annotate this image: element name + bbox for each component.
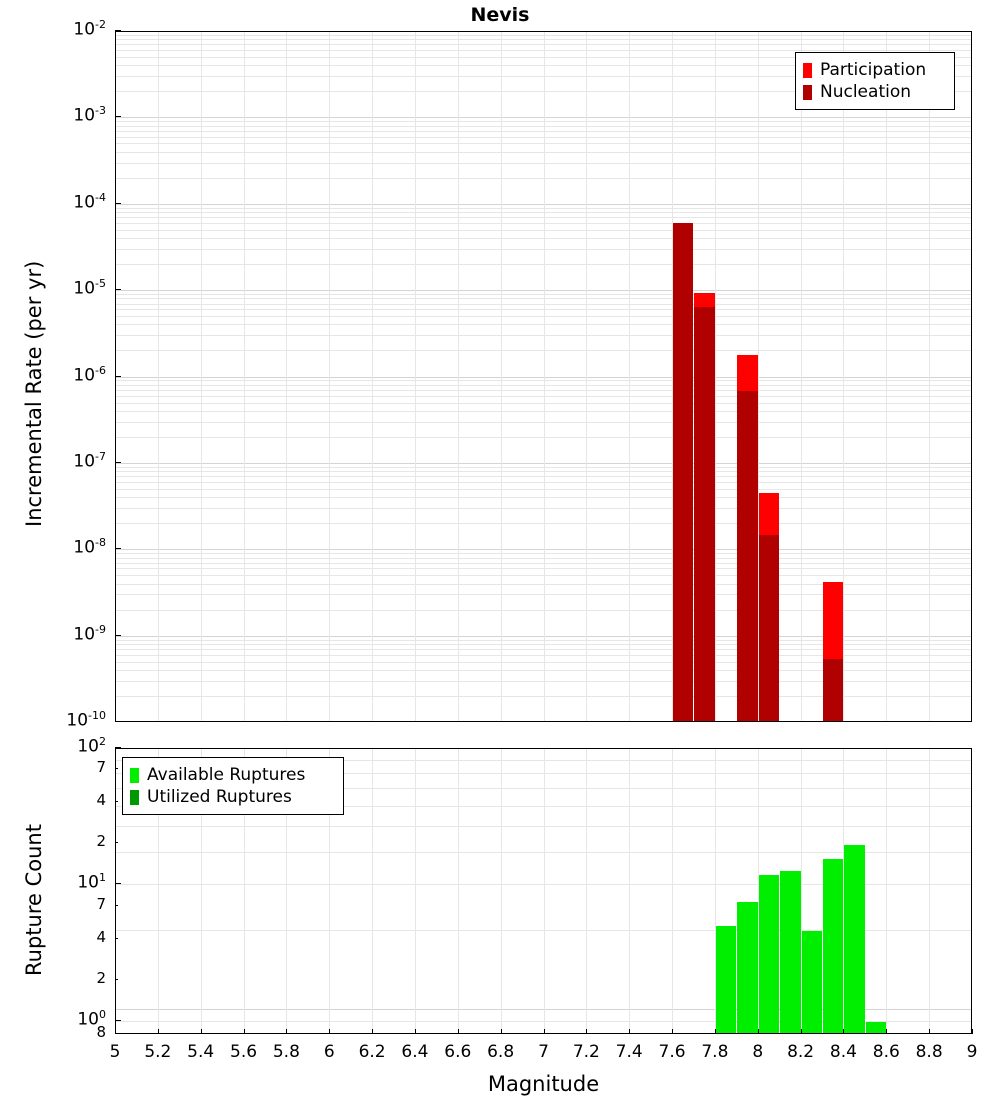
gridline [544, 749, 545, 1033]
x-tick-label: 7.2 [572, 1042, 600, 1062]
incremental-rate-plot [115, 31, 972, 722]
tick-mark [244, 1029, 245, 1034]
tick-mark [115, 548, 121, 549]
tick-mark [672, 1029, 673, 1034]
tick-mark [115, 747, 121, 748]
tick-mark [115, 938, 118, 939]
legend-swatch-utilized-ruptures [130, 790, 139, 805]
y-tick-label: 4 [96, 927, 106, 946]
legend-swatch-participation [803, 63, 812, 78]
gridline [843, 32, 844, 721]
tick-mark [115, 635, 121, 636]
bar [802, 931, 822, 1034]
tick-mark [415, 1029, 416, 1034]
gridline [372, 32, 373, 721]
x-tick-label: 5.8 [272, 1042, 300, 1062]
tick-mark [286, 1029, 287, 1034]
gridline [458, 749, 459, 1033]
tick-mark [544, 1029, 545, 1034]
y-tick-label: $10^{-10}$ [66, 709, 106, 731]
x-tick-label: 7.6 [658, 1042, 686, 1062]
legend-item [803, 81, 946, 103]
x-axis-label: Magnitude [487, 1072, 600, 1096]
gridline [886, 749, 887, 1033]
bar [716, 926, 736, 1034]
bar [823, 659, 843, 722]
tick-mark [886, 1029, 887, 1034]
x-tick-label: 8 [752, 1042, 764, 1062]
x-tick-label: 5.2 [144, 1042, 172, 1062]
x-tick-label: 6.4 [401, 1042, 429, 1062]
tick-mark [329, 1029, 330, 1034]
x-tick-label: 8.8 [915, 1042, 943, 1062]
legend-item [130, 764, 335, 786]
tick-mark [115, 905, 118, 906]
gridline [672, 749, 673, 1033]
tick-mark [501, 1029, 502, 1034]
tick-mark [115, 289, 121, 290]
tick-mark [929, 1029, 930, 1034]
bar [694, 307, 714, 722]
y-axis-label-top: Incremental Rate (per yr) [22, 260, 46, 527]
legend-label-available-ruptures: Available Ruptures [147, 765, 306, 785]
gridline [586, 749, 587, 1033]
tick-mark [115, 203, 121, 204]
y-tick-label: 2 [96, 968, 106, 987]
y-tick-label: $10^{-7}$ [73, 449, 106, 472]
x-tick-label: 9 [966, 1042, 978, 1062]
tick-mark [115, 883, 121, 884]
gridline [329, 32, 330, 721]
legend-item [803, 59, 946, 81]
gridline [415, 749, 416, 1033]
gridline [415, 32, 416, 721]
tick-mark [115, 721, 121, 722]
gridline [115, 32, 116, 721]
bar [759, 875, 779, 1034]
x-tick-label: 7.8 [701, 1042, 729, 1062]
x-tick-label: 5 [109, 1042, 121, 1062]
y-tick-label: $10^{-2}$ [73, 18, 106, 40]
y-tick-label: $10^{-4}$ [73, 190, 106, 213]
gridline [244, 32, 245, 721]
bar [737, 902, 757, 1034]
legend-item [130, 786, 335, 808]
x-tick-label: 7.4 [615, 1042, 643, 1062]
tick-mark [115, 801, 118, 802]
bar [866, 1022, 886, 1034]
gridline [286, 32, 287, 721]
gridline [501, 32, 502, 721]
legend-label-nucleation: Nucleation [820, 82, 912, 102]
x-tick-label: 5.4 [187, 1042, 215, 1062]
gridline [586, 32, 587, 721]
x-tick-label: 8.4 [829, 1042, 857, 1062]
gridline [929, 749, 930, 1033]
x-tick-label: 6.8 [487, 1042, 515, 1062]
tick-mark [458, 1029, 459, 1034]
x-tick-label: 6.2 [358, 1042, 386, 1062]
gridline [372, 749, 373, 1033]
y-tick-label: 7 [96, 894, 106, 913]
x-tick-label: 8.2 [787, 1042, 815, 1062]
tick-mark [115, 376, 121, 377]
bar [673, 223, 693, 722]
legend-swatch-available-ruptures [130, 768, 139, 783]
x-tick-label: 7 [538, 1042, 549, 1062]
legend-label-participation: Participation [820, 60, 927, 80]
tick-mark [758, 1029, 759, 1034]
tick-mark [843, 1029, 844, 1034]
gridline [544, 32, 545, 721]
y-tick-label: 8 [96, 1023, 106, 1041]
y-tick-label: $10^2$ [77, 735, 106, 757]
legend-incremental-rate [795, 52, 955, 110]
tick-mark [972, 1029, 973, 1034]
gridline [201, 32, 202, 721]
tick-mark [158, 1029, 159, 1034]
y-tick-label: 2 [96, 832, 106, 851]
bar [737, 391, 757, 722]
gridline [886, 32, 887, 721]
y-tick-label: $10^{-8}$ [73, 536, 106, 558]
tick-mark [115, 979, 118, 980]
x-tick-label: 8.6 [872, 1042, 900, 1062]
y-axis-label-bottom: Rupture Count [22, 824, 46, 976]
tick-mark [801, 1029, 802, 1034]
tick-mark [115, 768, 118, 769]
tick-mark [115, 1020, 121, 1021]
page-title: Nevis [470, 4, 530, 26]
y-tick-label: $10^{-3}$ [73, 104, 106, 127]
gridline [715, 32, 716, 721]
bar [844, 845, 864, 1034]
tick-mark [715, 1029, 716, 1034]
legend-rupture-count [122, 757, 344, 815]
y-tick-label: $10^{-9}$ [73, 622, 106, 645]
x-tick-label: 6.6 [444, 1042, 472, 1062]
tick-mark [629, 1029, 630, 1034]
gridline [115, 749, 116, 1033]
tick-mark [586, 1029, 587, 1034]
legend-label-utilized-ruptures: Utilized Ruptures [147, 787, 292, 807]
gridline [801, 32, 802, 721]
legend-swatch-nucleation [803, 85, 812, 100]
tick-mark [115, 116, 121, 117]
y-tick-label: 4 [96, 791, 106, 810]
gridline [929, 32, 930, 721]
bar [780, 871, 800, 1034]
tick-mark [115, 462, 121, 463]
y-tick-label: 7 [96, 758, 106, 777]
x-tick-label: 6 [323, 1042, 335, 1062]
tick-mark [115, 842, 118, 843]
y-tick-label: $10^1$ [77, 871, 106, 894]
gridline [458, 32, 459, 721]
bar [823, 859, 843, 1034]
gridline [501, 749, 502, 1033]
tick-mark [201, 1029, 202, 1034]
bar [759, 535, 779, 722]
y-tick-label: $10^0$ [77, 1007, 106, 1030]
y-tick-label: $10^{-5}$ [73, 277, 106, 299]
y-tick-label: $10^{-6}$ [73, 363, 106, 386]
x-tick-label: 5.6 [230, 1042, 258, 1062]
gridline [629, 32, 630, 721]
gridline [629, 749, 630, 1033]
tick-mark [115, 30, 121, 31]
gridline [158, 32, 159, 721]
tick-mark [372, 1029, 373, 1034]
tick-mark [115, 1029, 116, 1034]
